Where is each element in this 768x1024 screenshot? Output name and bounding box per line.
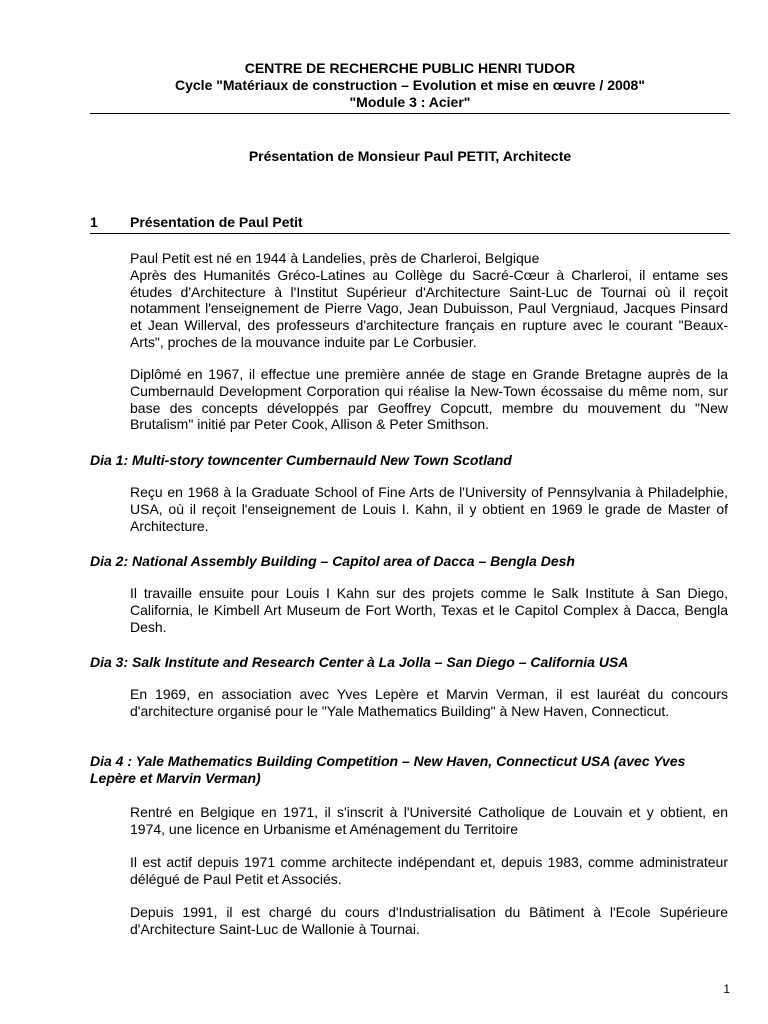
section-title: Présentation de Paul Petit [130, 214, 303, 230]
dia-caption-3: Dia 3: Salk Institute and Research Center à La Jolla – San Diego – California USA [90, 654, 629, 670]
dia-caption-2: Dia 2: National Assembly Building – Capitol area of Dacca – Bengla Desh [90, 553, 575, 569]
presentation-title: Présentation de Monsieur Paul PETIT, Architecte [248, 148, 572, 164]
header-divider [90, 113, 730, 114]
header-cycle: Cycle "Matériaux de construction – Evolution et mise en œuvre / 2008" [175, 77, 645, 93]
header-organization: CENTRE DE RECHERCHE PUBLIC HENRI TUDOR [244, 60, 576, 76]
paragraph-line: Paul Petit est né en 1944 à Landelies, près de Charleroi, Belgique [130, 250, 540, 266]
paragraph-yale-competition: En 1969, en association avec Yves Lepère et Marvin Verman, il est lauréat du concours d'architecture organisé pour le "Yale Mathematics Building" à New Haven, Connecticut. [130, 686, 728, 719]
paragraph-line: Après des Humanités Gréco-Latines au Collège du Sacré-Cœur à Charleroi, il entame ses études d'Architecture à l'Institut Supérieur d'Architecture Saint-Luc de Tournai où il reçoit notamment l'enseignement de Pierre Vago, Jean Dubuisson, Paul Vergniaud, Jacques Pinsard et Jean Willerval, des professeurs d'architecture français en rupture avec le courant "Beaux-Arts", proches de la mouvance induite par Le Corbusier. [130, 266, 728, 350]
paragraph-teaching: Depuis 1991, il est chargé du cours d'Industrialisation du Bâtiment à l'Ecole Supérieure d'Architecture Saint-Luc de Wallonie à Tournai. [130, 904, 728, 937]
section-heading [90, 214, 730, 234]
paragraph-biography-intro [130, 250, 728, 351]
paragraph-kahn-projects: Il travaille ensuite pour Louis I Kahn sur des projets comme le Salk Institute à San Diego, California, le Kimbell Art Museum de Fort Worth, Texas et le Capitol Complex à Dacca, Bengla Desh. [130, 585, 728, 635]
paragraph-cumbernauld: Diplômé en 1967, il effectue une première année de stage en Grande Bretagne auprès de la Cumbernauld Development Corporation qui réalise la New-Town écossaise du même nom, sur base des concepts développés par Geoffrey Copcutt, membre du mouvement du "New Brutalism" initié par Peter Cook, Allison & Peter Smithson. [130, 366, 728, 433]
paragraph-pennsylvania: Reçu en 1968 à la Graduate School of Fine Arts de l'University of Pennsylvania à Philadelphie, USA, où il reçoit l'enseignement de Louis I. Kahn, il y obtient en 1969 le grade de Master of Architecture. [130, 484, 728, 534]
page-number: 1 [723, 982, 730, 996]
paragraph-independent-practice: Il est actif depuis 1971 comme architecte indépendant et, depuis 1983, comme administrateur délégué de Paul Petit et Associés. [130, 854, 728, 887]
section-number: 1 [90, 214, 98, 230]
document-header [90, 60, 730, 111]
dia-caption-4: Dia 4 : Yale Mathematics Building Competition – New Haven, Connecticut USA (avec Yves Lepère et Marvin Verman) [90, 753, 686, 786]
dia-caption-1: Dia 1: Multi-story towncenter Cumbernauld New Town Scotland [90, 452, 512, 468]
paragraph-louvain: Rentré en Belgique en 1971, il s'inscrit à l'Université Catholique de Louvain et y obtient, en 1974, une licence en Urbanisme et Aménagement du Territoire [130, 804, 728, 837]
header-module: "Module 3 : Acier" [349, 94, 471, 110]
